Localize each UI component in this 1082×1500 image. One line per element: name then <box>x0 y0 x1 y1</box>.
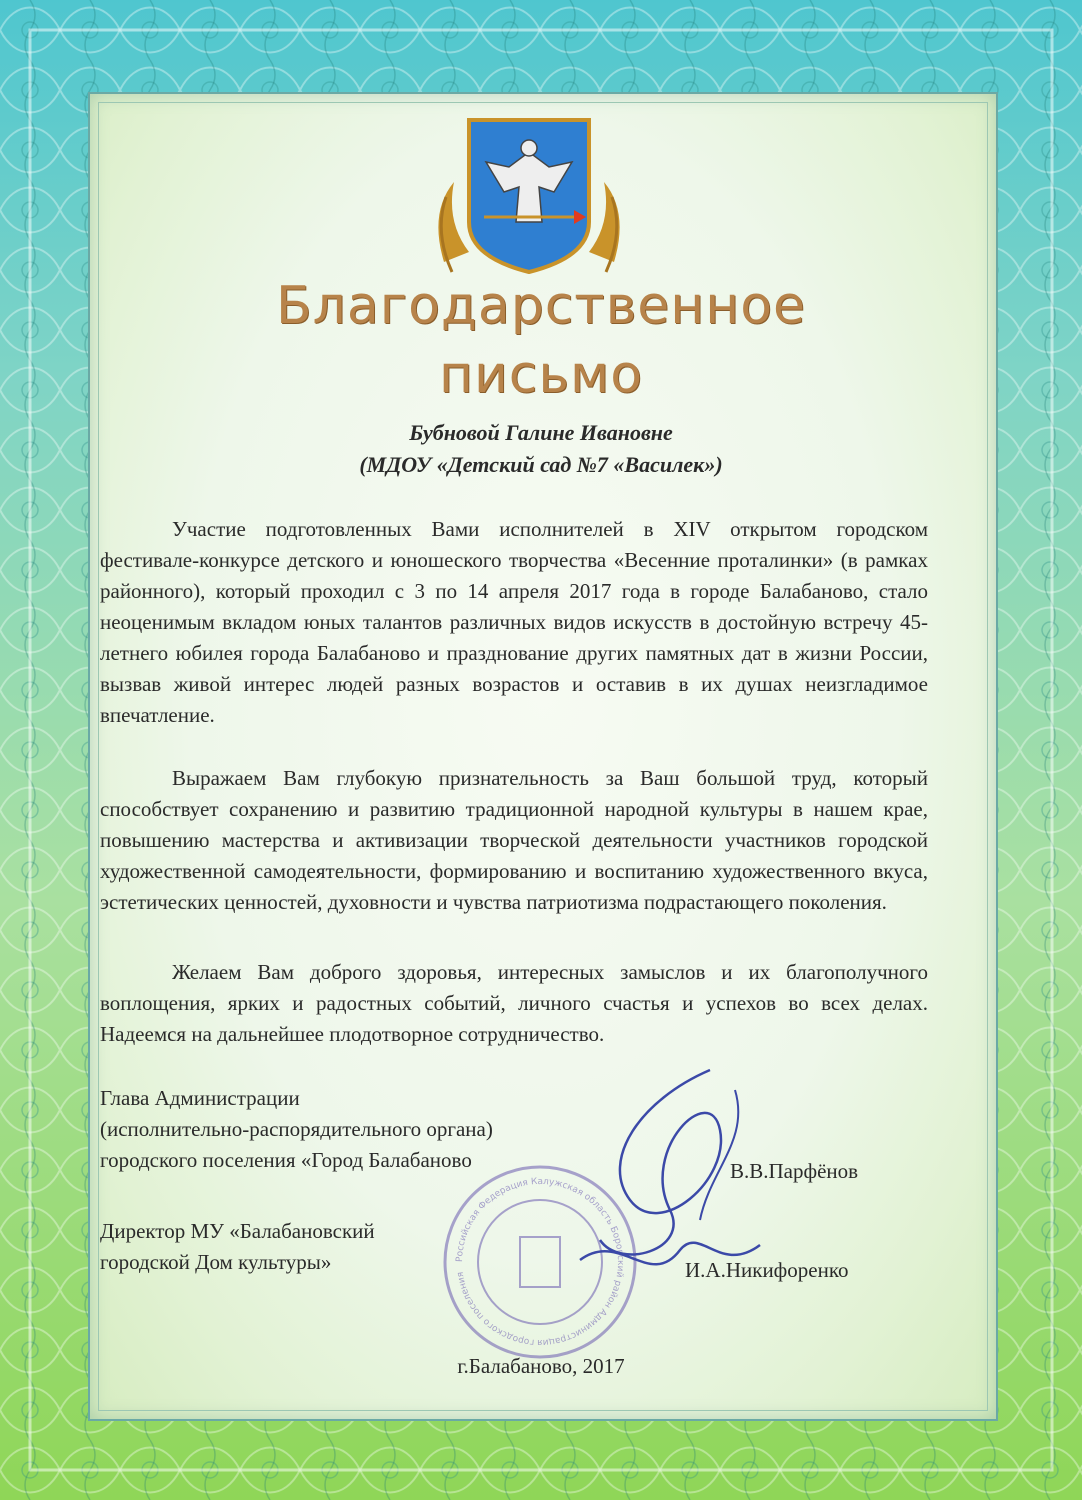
coat-of-arms-icon <box>424 112 634 284</box>
signer-2-line: городской Дом культуры» <box>100 1250 332 1274</box>
signer-1-line: (исполнительно-распорядительного органа) <box>100 1117 493 1141</box>
paragraph-text: Участие подготовленных Вами исполнителей в XIV открытом городском фестивале-конкурсе детского и юношеского творчества «Весенние проталинки» (в рамках районного), который проходил с 3 по 14 апреля 2017 года в городе Балабаново, стало неоценимым вкладом юных талантов различных видов искусств в достойную встречу 45-летнего юбилея города Балабаново и празднование других памятных дат в жизни России, вызвав живой интерес людей разных возрастов и оставив в их душах неизгладимое впечатление. <box>100 517 928 727</box>
signer-1-line: городского поселения «Город Балабаново <box>100 1148 472 1172</box>
title-line-2: письмо <box>438 345 644 405</box>
signer-1-title <box>100 1083 493 1176</box>
signer-1-line: Глава Администрации <box>100 1086 300 1110</box>
paragraph-text: Выражаем Вам глубокую признательность за Ваш большой труд, который способствует сохранению и развитию традиционной народной культуры в нашем крае, повышению мастерства и активизации творческой деятельности участников городской художественной самодеятельности, формированию и воспитанию художественного вкуса, эстетических ценностей, духовности и чувства патриотизма подрастающего поколения. <box>100 766 928 914</box>
place-and-date: г.Балабаново, 2017 <box>457 1354 625 1378</box>
paragraph-2 <box>100 763 928 918</box>
recipient-name: Бубновой Галине Ивановне <box>409 420 673 445</box>
title-line-1: Благодарственное <box>275 276 807 336</box>
paragraph-text: Желаем Вам доброго здоровья, интересных замыслов и их благополучного воплощения, ярких и радостных событий, личного счастья и успехов во всех делах. Надеемся на дальнейшее плодотворное сотрудничество. <box>100 960 928 1046</box>
signer-2-title <box>100 1216 375 1278</box>
signer-1-name: В.В.Парфёнов <box>730 1159 859 1183</box>
svg-text:Российская Федерация Калужская: Российская Федерация Калужская область Боровский район Администрация городского поселения <box>454 1176 626 1348</box>
recipient-organization: (МДОУ «Детский сад №7 «Василек») <box>359 452 723 477</box>
signer-2-line: Директор МУ «Балабановский <box>100 1219 375 1243</box>
paragraph-3 <box>100 957 928 1050</box>
signer-2-name: И.А.Никифоренко <box>685 1258 849 1282</box>
paragraph-1 <box>100 514 928 731</box>
